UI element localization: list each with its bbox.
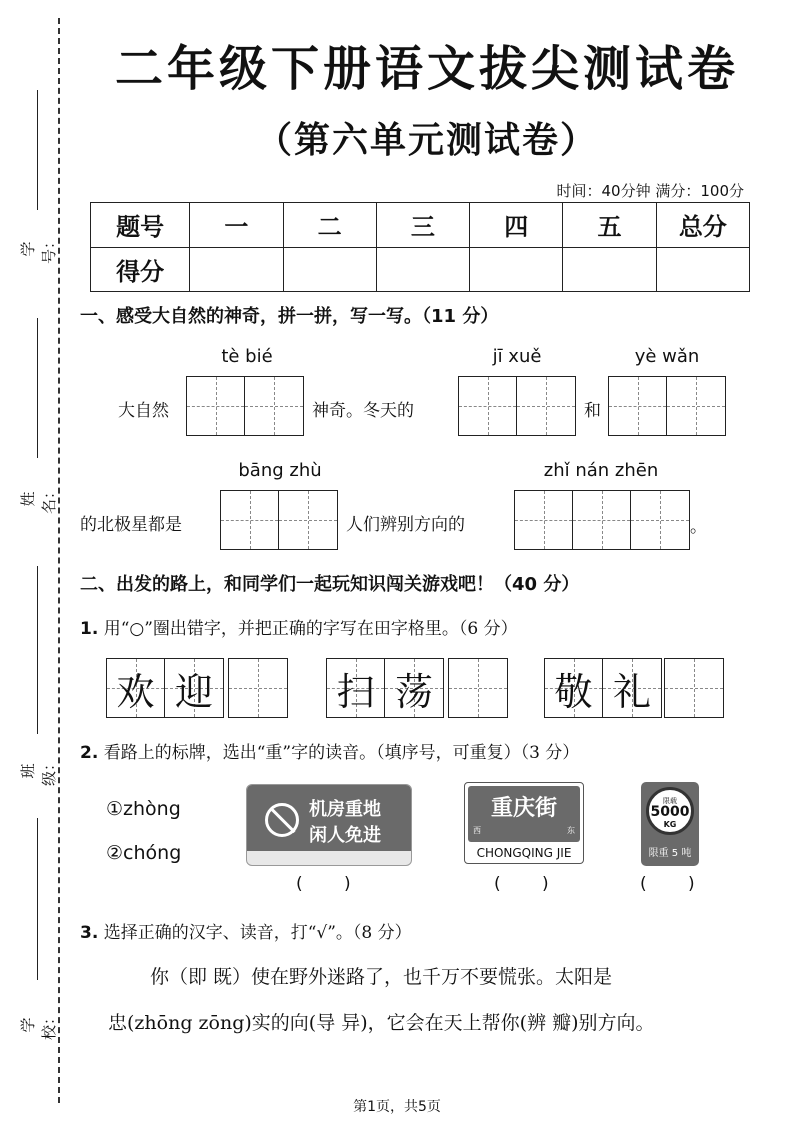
weight-limit-bottom: 限重 5 吨 — [648, 848, 692, 859]
score-blank-cell[interactable] — [563, 247, 656, 292]
page-footer: 第1页，共5页 — [353, 1099, 441, 1115]
writing-grid-ji-xue[interactable] — [458, 376, 576, 436]
score-blank-cell[interactable] — [470, 247, 563, 292]
char-ying[interactable]: 迎 — [174, 669, 213, 714]
grid-cell[interactable] — [573, 491, 631, 549]
school-line — [37, 818, 38, 980]
text-he: 和 — [584, 401, 601, 421]
q3-text: 选择正确的汉字、读音，打“√”。（8 分） — [103, 923, 412, 943]
char-li[interactable]: 礼 — [612, 669, 651, 714]
score-blank-cell[interactable] — [376, 247, 469, 292]
text-ren-men: 人们辨别方向的 — [346, 515, 465, 535]
score-table-header-row — [91, 203, 750, 248]
text-da-zi-ran: 大自然 — [118, 401, 169, 421]
name-label: 姓名： — [19, 484, 58, 515]
grid-cell[interactable] — [667, 377, 725, 435]
writing-grid-bang-zhu[interactable] — [220, 490, 338, 550]
grid-cell[interactable] — [609, 377, 667, 435]
grid-cell[interactable] — [517, 377, 575, 435]
q3-line — [80, 918, 412, 943]
word-grid-jing-li — [544, 658, 662, 718]
sign-weight-limit — [641, 782, 699, 866]
street-east: 东 — [567, 826, 575, 835]
page-title: 二年级下册语文拔尖测试卷 — [114, 41, 739, 97]
grid-cell[interactable] — [229, 659, 287, 717]
section2-heading: 二、出发的路上，和同学们一起玩知识闯关游戏吧！（40 分） — [80, 574, 580, 595]
grid-cell[interactable] — [545, 659, 603, 717]
char-jing[interactable]: 敬 — [554, 669, 593, 714]
answer-blank-1[interactable]: ( ) — [296, 874, 369, 894]
word-grid-huan-ying — [106, 658, 224, 718]
char-huan[interactable]: 欢 — [116, 669, 155, 714]
pinyin-ye-wan: yè wǎn — [634, 346, 700, 367]
score-table — [90, 202, 750, 292]
pinyin-bang-zhu: bāng zhù — [238, 460, 322, 481]
score-header-cell: 二 — [283, 203, 376, 248]
answer-blank-2[interactable]: ( ) — [494, 874, 567, 894]
q1-line — [80, 614, 518, 639]
grid-cell[interactable] — [515, 491, 573, 549]
weight-limit-circle — [646, 787, 694, 835]
q1-text: 用“○”圈出错字，并把正确的字写在田字格里。（6 分） — [103, 619, 518, 639]
grid-cell[interactable] — [449, 659, 507, 717]
page-subtitle: （第六单元测试卷） — [255, 120, 598, 161]
grid-cell[interactable] — [245, 377, 303, 435]
score-header-cell: 总分 — [656, 203, 749, 248]
writing-grid-zhi-nan-zhen[interactable] — [514, 490, 690, 550]
sign-text-line1: 机房重地 — [309, 799, 381, 820]
grid-cell[interactable] — [279, 491, 337, 549]
writing-grid-te-bie[interactable] — [186, 376, 304, 436]
option-chong: ②chóng — [106, 842, 182, 864]
score-blank-cell[interactable] — [656, 247, 749, 292]
score-header-cell: 三 — [376, 203, 469, 248]
no-entry-icon — [265, 803, 299, 837]
text-shen-qi: 神奇。冬天的 — [312, 401, 414, 421]
class-line — [37, 566, 38, 734]
student-id-label: 学号： — [19, 234, 58, 265]
answer-blank-3[interactable]: ( ) — [640, 874, 713, 894]
pinyin-zhi-nan-zhen: zhǐ nán zhēn — [543, 460, 659, 481]
text-period: 。 — [690, 517, 707, 537]
score-header-cell: 题号 — [91, 203, 190, 248]
grid-cell[interactable] — [631, 491, 689, 549]
q1-number: 1. — [80, 619, 99, 639]
weight-limit-unit: KG — [663, 820, 677, 829]
grid-cell[interactable] — [385, 659, 443, 717]
word-grid-sao-dang — [326, 658, 444, 718]
score-header-cell: 四 — [470, 203, 563, 248]
score-header-cell: 五 — [563, 203, 656, 248]
section1-heading: 一、感受大自然的神奇，拼一拼，写一写。（11 分） — [80, 306, 499, 327]
weight-limit-tag: 限载 — [663, 797, 677, 805]
sign-machine-room — [246, 784, 412, 866]
char-sao[interactable]: 扫 — [336, 669, 375, 714]
grid-cell[interactable] — [603, 659, 661, 717]
street-pinyin: CHONGQING JIE — [476, 846, 572, 860]
score-blank-cell[interactable] — [190, 247, 283, 292]
grid-cell[interactable] — [187, 377, 245, 435]
text-bei-ji-xing: 的北极星都是 — [80, 515, 182, 535]
pinyin-te-bie: tè bié — [221, 346, 273, 367]
score-blank-cell[interactable] — [283, 247, 376, 292]
street-name: 重庆街 — [490, 796, 557, 821]
grid-cell[interactable] — [665, 659, 723, 717]
passage-line2: 忠(zhōng zōng)实的向(导 异)，它会在天上帮你(辨 瓣)别方向。 — [108, 1012, 655, 1034]
binding-dashed-line — [58, 18, 60, 1103]
school-label: 学校： — [19, 1010, 58, 1041]
score-row-label: 得分 — [91, 247, 190, 292]
char-dang[interactable]: 荡 — [394, 669, 433, 714]
score-header-cell: 一 — [190, 203, 283, 248]
q3-number: 3. — [80, 923, 99, 943]
student-id-line — [37, 90, 38, 210]
passage-line1: 你（即 既）使在野外迷路了，也千万不要慌张。太阳是 — [150, 966, 613, 988]
street-west: 西 — [473, 826, 481, 835]
q2-text: 看路上的标牌，选出“重”字的读音。（填序号，可重复）（3 分） — [103, 743, 580, 763]
grid-cell[interactable] — [221, 491, 279, 549]
grid-cell[interactable] — [459, 377, 517, 435]
pinyin-ji-xue: jī xuě — [492, 346, 542, 367]
grid-cell[interactable] — [107, 659, 165, 717]
q2-number: 2. — [80, 743, 99, 763]
sign-text-line2: 闲人免进 — [309, 825, 381, 846]
name-line — [37, 318, 38, 458]
writing-grid-ye-wan[interactable] — [608, 376, 726, 436]
q2-line — [80, 738, 579, 763]
weight-limit-number: 5000 — [650, 804, 690, 820]
answer-grid-3[interactable] — [664, 658, 724, 718]
sign-street — [464, 782, 584, 864]
time-info: 时间：40分钟 满分：100分 — [556, 182, 744, 200]
grid-cell[interactable] — [327, 659, 385, 717]
answer-grid-1[interactable] — [228, 658, 288, 718]
answer-grid-2[interactable] — [448, 658, 508, 718]
score-table-score-row — [91, 247, 750, 292]
class-label: 班级： — [19, 756, 58, 787]
grid-cell[interactable] — [165, 659, 223, 717]
option-zhong: ①zhòng — [106, 798, 181, 820]
